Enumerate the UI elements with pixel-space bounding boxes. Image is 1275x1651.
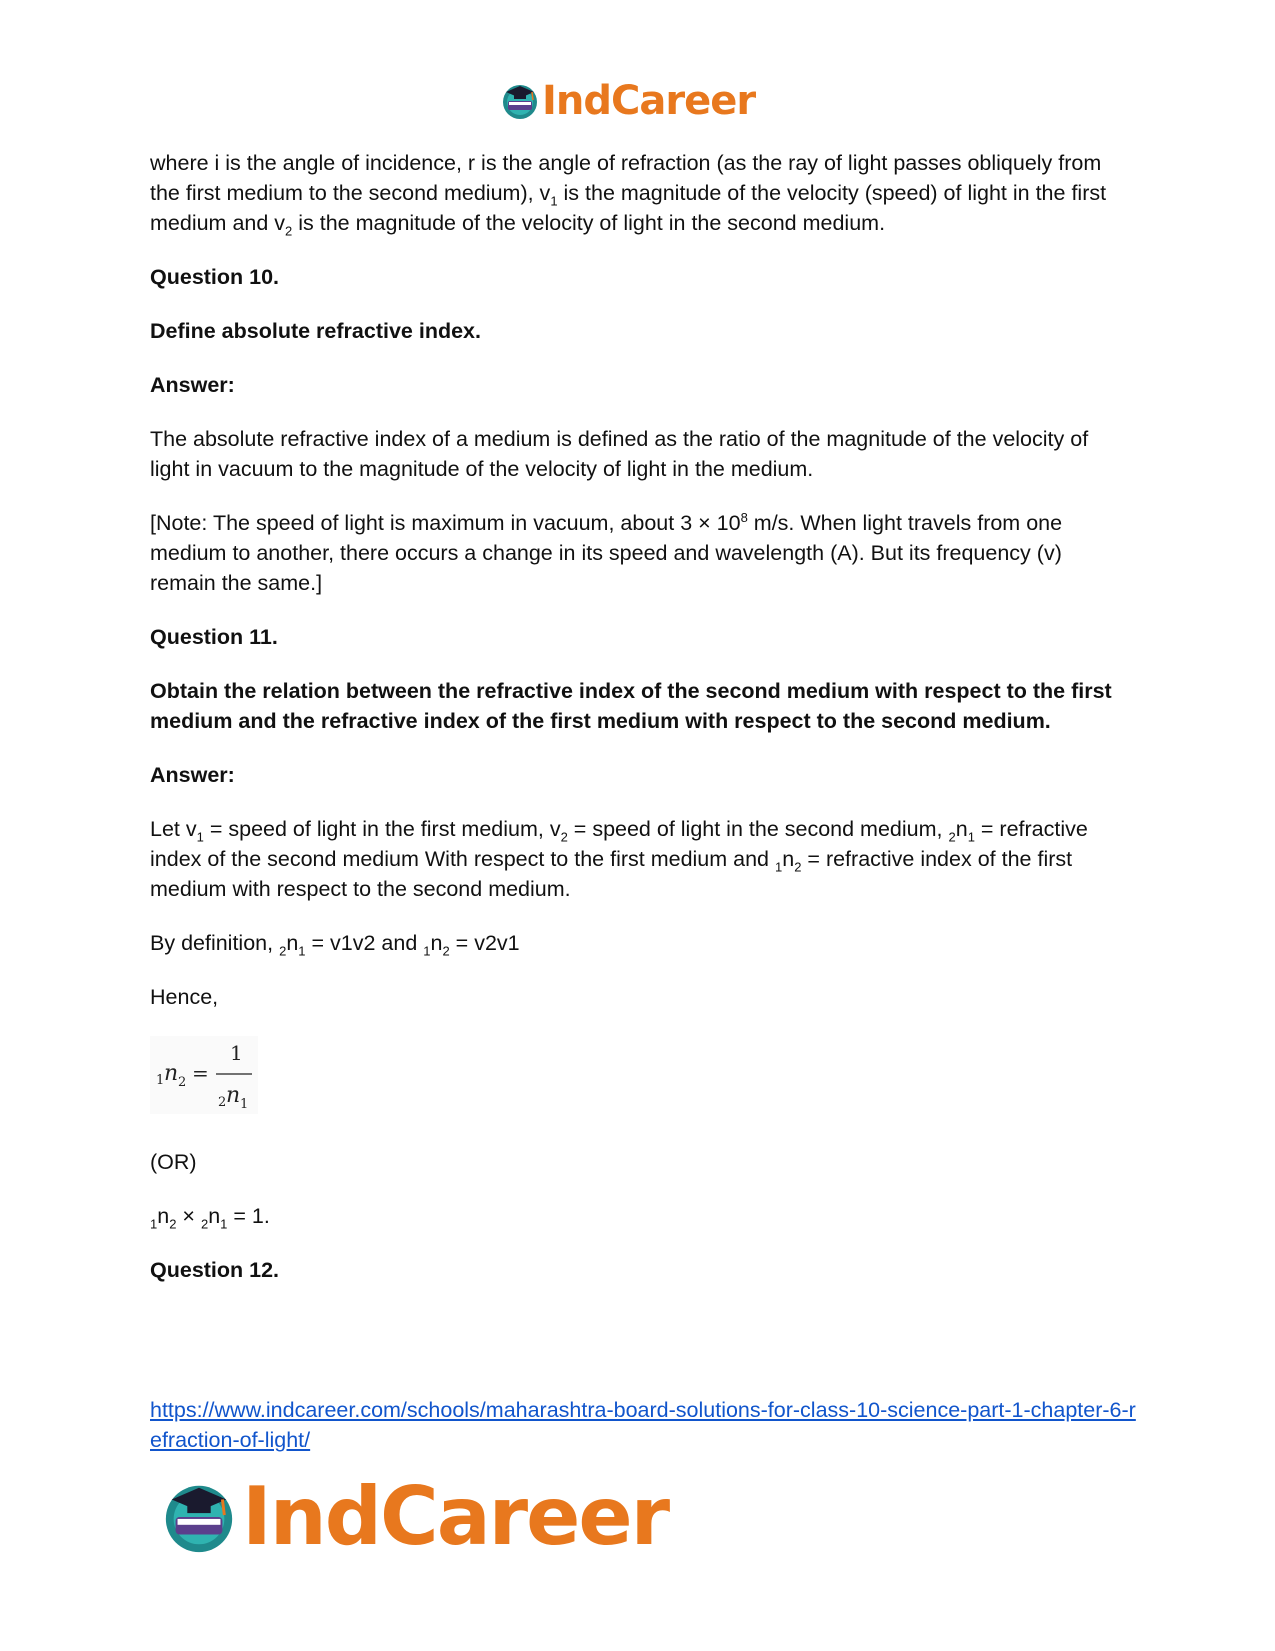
answer-11-or: (OR)	[150, 1150, 197, 1174]
footer-source-link-container	[150, 1395, 1140, 1455]
answer-10-label: Answer:	[150, 373, 235, 397]
formula-lhs-sub: 2	[178, 1075, 187, 1090]
text: [Note: The speed of light is maximum in vacuum, about 3 × 10	[150, 511, 741, 535]
text: = speed of light in the second medium,	[567, 817, 949, 841]
text: ×	[176, 1204, 201, 1228]
subscript: 2	[285, 223, 293, 239]
text: = v2v1	[449, 931, 520, 955]
footer-logo	[160, 1470, 668, 1563]
subscript: 1	[298, 943, 306, 959]
text: By definition,	[150, 931, 280, 955]
answer-10-note	[150, 508, 1130, 598]
formula-den-n: n	[226, 1083, 241, 1108]
subscript: 2	[279, 943, 287, 959]
subscript: 2	[948, 829, 956, 845]
subscript: 2	[169, 1216, 177, 1232]
text: n	[208, 1204, 221, 1228]
page-content	[150, 148, 1130, 1309]
subscript: 2	[442, 943, 450, 959]
question-11-text: Obtain the relation between the refractive index of the second medium with respect to the first medium and the refractive index of the first medium with respect to the second medium.	[150, 679, 1112, 733]
subscript: 1	[775, 859, 783, 875]
formula-image	[150, 1036, 258, 1114]
formula-den-sub: 1	[240, 1097, 249, 1112]
graduation-cap-globe-icon	[500, 81, 540, 121]
subscript: 1	[150, 1216, 158, 1232]
subscript: 1	[967, 829, 975, 845]
subscript: 2	[200, 1216, 209, 1232]
text: = speed of light in the first medium, v	[203, 817, 561, 841]
formula-lhs-prefix: 1	[156, 1073, 165, 1088]
text: = refractive index of the first medium with respect to the second medium.	[150, 847, 1073, 901]
formula-numerator: 1	[230, 1041, 243, 1065]
formula-lhs-n: n	[164, 1061, 179, 1086]
subscript: 1	[550, 193, 558, 209]
subscript: 2	[560, 829, 568, 845]
question-11-label: Question 11.	[150, 625, 278, 649]
logo-wordmark: IndCareer	[242, 1470, 669, 1563]
question-10-label: Question 10.	[150, 265, 280, 289]
answer-11-hence: Hence,	[150, 985, 219, 1009]
superscript: 8	[740, 509, 748, 525]
text: n	[782, 847, 795, 871]
text: is the magnitude of the velocity (speed) of light in the first medium and v	[150, 181, 1107, 235]
formula-den-prefix: 2	[218, 1095, 227, 1110]
text: = 1.	[227, 1204, 270, 1228]
text: = v1v2 and	[305, 931, 424, 955]
text: n	[430, 931, 443, 955]
text: Let v	[150, 817, 197, 841]
question-12-label: Question 12.	[150, 1258, 280, 1282]
answer-11-label: Answer:	[150, 763, 235, 787]
header-logo	[500, 78, 755, 124]
logo-wordmark: IndCareer	[542, 78, 756, 124]
subscript: 2	[794, 859, 802, 875]
subscript: 1	[423, 943, 431, 959]
answer-11-let	[150, 814, 1130, 904]
subscript: 1	[196, 829, 204, 845]
graduation-cap-globe-icon	[160, 1478, 238, 1556]
question-10-text: Define absolute refractive index.	[150, 319, 481, 343]
formula-equals: =	[192, 1061, 209, 1085]
paragraph-refraction-definitions	[150, 148, 1130, 238]
text: n	[286, 931, 299, 955]
answer-10-text: The absolute refractive index of a medium is defined as the ratio of the magnitude of the velocity of light in vacuum to the magnitude of the velocity of light in the medium.	[150, 427, 1089, 481]
answer-11-result	[150, 1201, 1130, 1231]
text: m/s. When light travels from one medium to another, there occurs a change in its speed and wavelength (A). But its frequency (v) remain the same.]	[150, 511, 1063, 595]
text: where i is the angle of incidence, r is the angle of refraction (as the ray of light passes obliquely from the first medium to the second medium), v	[150, 151, 1102, 205]
text: is the magnitude of the velocity of light in the second medium.	[292, 211, 886, 235]
text: = refractive index of the second medium With respect to the first medium and	[150, 817, 1088, 871]
answer-11-definition	[150, 928, 1130, 958]
text: n	[955, 817, 968, 841]
subscript: 1	[220, 1216, 228, 1232]
footer-source-link[interactable]: https://www.indcareer.com/schools/maharashtra-board-solutions-for-class-10-science-part-1-chapter-6-refraction-of-light/	[150, 1398, 1136, 1452]
text: n	[157, 1204, 170, 1228]
